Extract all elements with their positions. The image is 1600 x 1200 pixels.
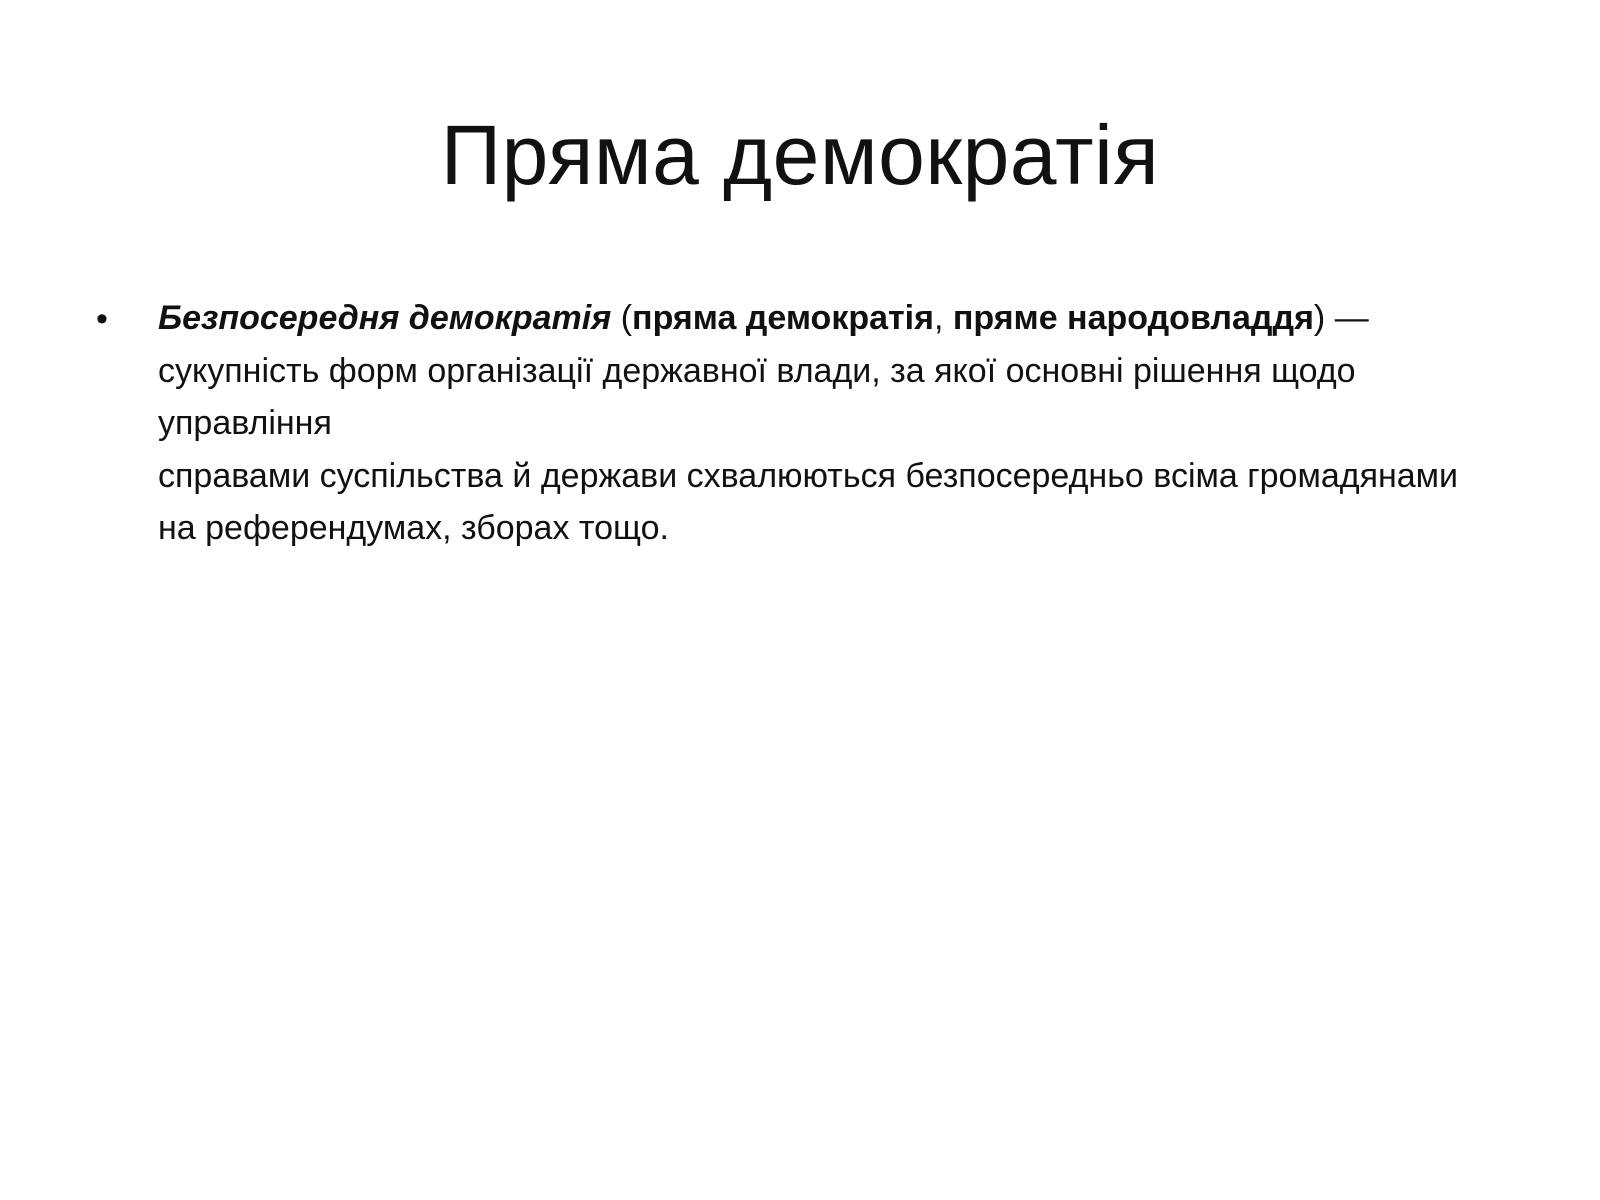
bullet-item — [96, 292, 1476, 555]
slide-title: Пряма демократія — [440, 108, 1160, 202]
close-paren-dash: ) — — [1313, 299, 1369, 337]
definition-line-2: справами суспільства й держави схвалюються безпосередньо всіма громадянами на референдумах, зборах тощо. — [158, 456, 1459, 547]
alias-separator: , — [933, 299, 953, 337]
alias-people-rule: пряме народовладдя — [952, 299, 1314, 337]
bullet-text — [158, 292, 1476, 555]
bullet-marker-icon: • — [96, 300, 108, 338]
open-paren: ( — [611, 299, 633, 337]
slide-content — [96, 292, 1476, 555]
definition-line-1: сукупність форм організації державної влади, за якої основні рішення щодо управління — [158, 351, 1356, 442]
defined-term: Безпосередня демократія — [158, 299, 612, 337]
alias-direct-democracy: пряма демократія — [632, 299, 934, 337]
